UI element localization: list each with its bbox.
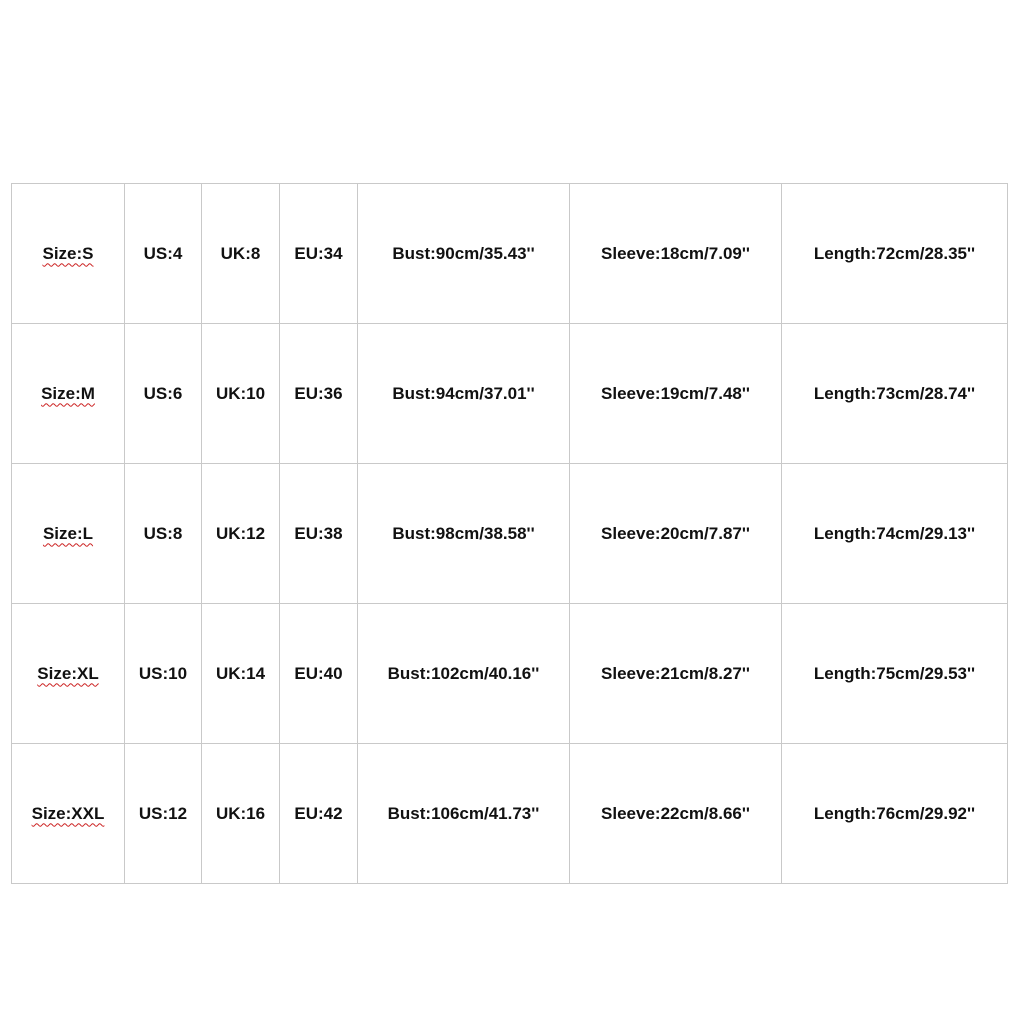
us-size-cell: US:6 — [125, 324, 202, 464]
uk-size-cell: UK:14 — [202, 604, 280, 744]
uk-size-cell: UK:16 — [202, 744, 280, 884]
eu-size-cell: EU:40 — [280, 604, 358, 744]
eu-size-cell: EU:42 — [280, 744, 358, 884]
bust-cell: Bust:94cm/37.01'' — [358, 324, 570, 464]
size-cell — [12, 744, 125, 884]
uk-size-cell: UK:10 — [202, 324, 280, 464]
us-size-cell: US:12 — [125, 744, 202, 884]
size-chart-table — [11, 183, 1008, 884]
eu-size-cell: EU:34 — [280, 184, 358, 324]
us-size-cell: US:8 — [125, 464, 202, 604]
us-size-cell: US:4 — [125, 184, 202, 324]
size-label: Size:S — [42, 243, 94, 263]
size-label: Size:XXL — [31, 803, 105, 823]
length-cell: Length:76cm/29.92'' — [782, 744, 1008, 884]
size-label: Size:M — [41, 383, 95, 403]
length-cell: Length:75cm/29.53'' — [782, 604, 1008, 744]
sleeve-cell: Sleeve:18cm/7.09'' — [570, 184, 782, 324]
table-row — [12, 464, 1008, 604]
uk-size-cell: UK:12 — [202, 464, 280, 604]
sleeve-cell: Sleeve:19cm/7.48'' — [570, 324, 782, 464]
table-row — [12, 744, 1008, 884]
length-cell: Length:73cm/28.74'' — [782, 324, 1008, 464]
table-row — [12, 184, 1008, 324]
bust-cell: Bust:98cm/38.58'' — [358, 464, 570, 604]
size-cell — [12, 604, 125, 744]
sleeve-cell: Sleeve:22cm/8.66'' — [570, 744, 782, 884]
table-row — [12, 604, 1008, 744]
size-cell — [12, 324, 125, 464]
uk-size-cell: UK:8 — [202, 184, 280, 324]
bust-cell: Bust:90cm/35.43'' — [358, 184, 570, 324]
us-size-cell: US:10 — [125, 604, 202, 744]
bust-cell: Bust:106cm/41.73'' — [358, 744, 570, 884]
size-label: Size:L — [42, 523, 94, 543]
sleeve-cell: Sleeve:21cm/8.27'' — [570, 604, 782, 744]
size-cell — [12, 464, 125, 604]
size-cell — [12, 184, 125, 324]
length-cell: Length:74cm/29.13'' — [782, 464, 1008, 604]
length-cell: Length:72cm/28.35'' — [782, 184, 1008, 324]
size-label: Size:XL — [37, 663, 99, 683]
eu-size-cell: EU:36 — [280, 324, 358, 464]
sleeve-cell: Sleeve:20cm/7.87'' — [570, 464, 782, 604]
table-row — [12, 324, 1008, 464]
eu-size-cell: EU:38 — [280, 464, 358, 604]
bust-cell: Bust:102cm/40.16'' — [358, 604, 570, 744]
